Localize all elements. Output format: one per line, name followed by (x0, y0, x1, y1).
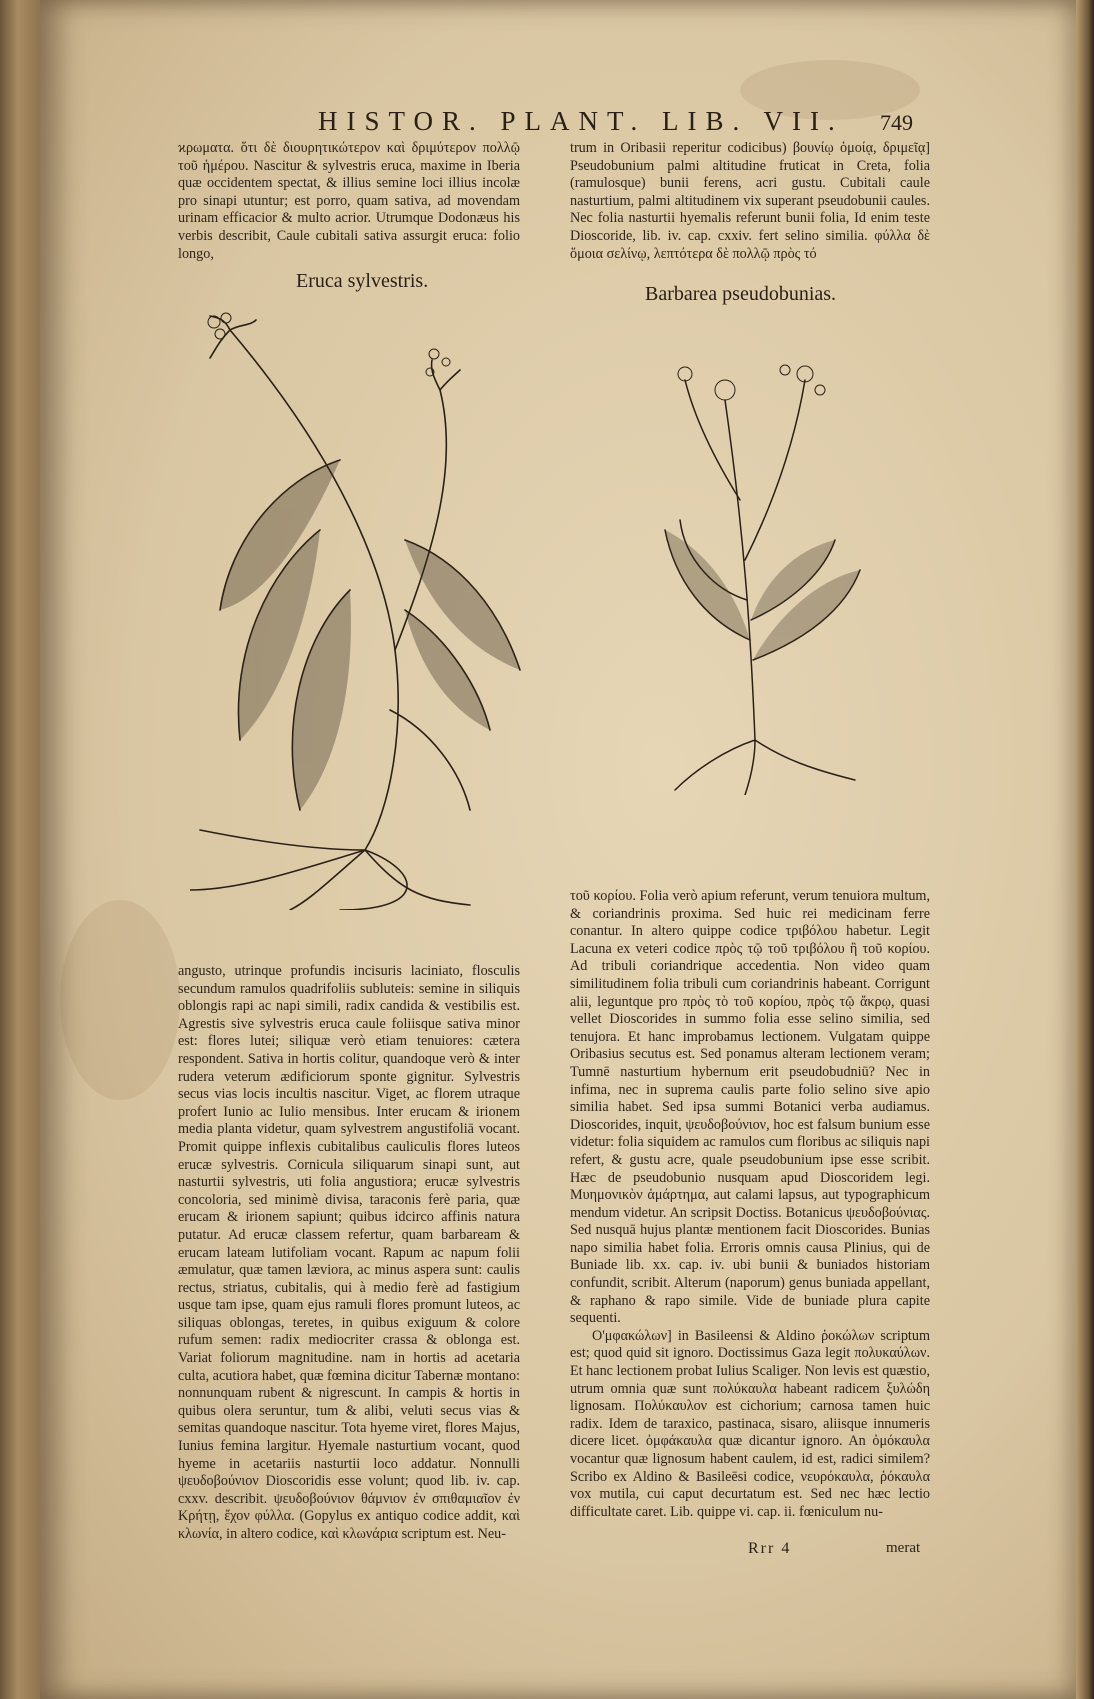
figure-caption-eruca: Eruca sylvestris. (296, 270, 429, 292)
paragraph: angusto, utrinque profundis incisuris laciniato, flosculis secundum ramulos quadrifoliis subluteis: semine in siliquis oblongis rapi ac napi simili, radix candida & vestibilis est. Agrestis sive sylvestris eruca caule foliisque sativa minor est: flores lutei; siliquæ verò etiam tenuiores: cætera respondent. Sativa in hortis colitur, quandoque verò & inter rudera veterum ædificiorum sponte gignitur. Sylvestris secus vias locis incultis nascitur. Viget, ac florem utraque profert Iunio ac Iulio mensibus. Inter erucam & irionem media planta videtur, quam sylvestrem angustifoliā vocant. Promit quippe inflexis cubitalibus cauliculis flores luteos erucæ sylvestris. Cornicula siliquarum sinapi sunt, aut nasturtii sylvestris, uti folia angustiora; erucæ sylvestris concoloria, sed minimè divisa, taraconis ferè paria, quæ erucam & irionem sapiunt; quibus idcirco affinis natura putatur. Ad erucæ classem refertur, quam barbaream & erucam lateam lutifoliam vocant. Rapum ac napum folii æmulatur, quæ tamen læviora, ac minus aspera sunt: caulis rectus, striatus, cubitalis, qui à medio ferè ad fastigium usque tam ipse, quam ejus ramuli flores promunt luteos, ac siliquas oblongas, teretes, in quibus exiguum & colore rufum semen: radix mediocriter crassa & oblonga est. Variat foliorum magnitudine. nam in hortis ad acetaria culta, acutiora habet, quæ fœmina dicitur Tabernæ montano: nonnunquam rubent & nigrescunt. In campis & hortis in quibus olera seruntur, tum & alibi, veluti secus vias & semitas quandoque nascitur. Tota hyeme viret, flores Majus, Iunius femina largitur. Hyemale nasturtium vocant, quod hyeme in acetariis nasturtii loco addatur. Nonnulli ψευδοβούνιον Dioscoridis esse volunt; quod lib. iv. cap. cxxv. describit. ψευδοβούνιον θάμνιον ἐν σπιθαμιαῖον ἐν Κρήτῃ, ἔχον φύλλα. (Gopylus ex antiquo codice addit, καὶ κλωνία, in altero codice, καὶ κλωνάρια scriptum est. Neu- (178, 963, 520, 1542)
running-title: HISTOR. PLANT. LIB. VII. (318, 106, 844, 136)
left-column-top (178, 140, 520, 263)
right-column-bottom (570, 888, 930, 1521)
figure-caption-barbarea: Barbarea pseudobunias. (645, 283, 837, 305)
page-edge-right (1076, 0, 1094, 1699)
paper-stain (60, 900, 180, 1100)
paragraph: ϰρωματα. ὅτι δὲ διουρητικώτερον καὶ δριμύτερον πολλῷ τοῦ ἡμέρου. Nascitur & sylvestris eruca, maxime in Iberia quæ occidentem spectat, & illius semine loci illius incolæ pro sinapi utuntur; est porro, quam sativa, ad movendam urinam efficacior & multo acrior. Utrumque Dodonæus his verbis describit, Caule cubitali sativa assurgit eruca: folio longo, (178, 140, 520, 262)
page-number: 749 (880, 110, 913, 135)
paragraph: trum in Oribasii reperitur codicibus) βουνίῳ ὁμοίᾳ, δριμεῖᾳ] Pseudobunium palmi altitudine fruticat in Creta, folia (ramulosque) bunii ferens, acri gustu. Cubitali caule nasturtium, palmi altitudinem vix superant pseudobunii caules. Nec folia nasturtii hyemalis referunt bunii folia, Id enim teste Dioscoride, lib. iv. cap. cxxiv. fert selino similia. φύλλα δὲ ὅμοια σελίνῳ, λεπτότερα δὲ πολλῷ πρὸς τό (570, 140, 930, 262)
previous-page-edge (0, 0, 44, 1699)
eruca-woodcut-illustration (190, 310, 550, 910)
paragraph: τοῦ κορίου. Folia verò apium referunt, verum tenuiora multum, & coriandrinis proxima. Sed huic rei medicinam ferre conantur. In altero quippe codice τριβόλου habetur. Legit Lacuna ex veteri codice πρὸς τῷ τοῦ τριβόλου ἢ τοῦ κορίου. Ad tribuli coriandrique accedentia. Non video quam similitudinem folia tribuli cum coriandrinis habeant. Corrigunt alii, leguntque pro πρὸς τὸ τοῦ κορίου, πρὸς τῷ ἄκρῳ, quasi vellet Dioscorides in summo folia esse selino similia, sed tenujora. Et hanc improbamus lectionem. Vulgatam quippe Oribasius secutus est. Sed ponamus alteram lectionem veram; Tumnē nasturtium hybernum erit pseudobudniū? Nec in infima, nec in suprema caulis parte folio selino sive apio similia habet. Sed ipsa summi Botanici verba audiamus. Dioscorides, inquit, ψευδοβούνιον, hoc est falsum bunium esse videtur: folia siquidem ac ramulos cum floribus ac siliquis napi refert, & gustu acre, quale pseudobunium ipse esse scribit. Hæc de pseudobunio nusquam apud Dioscoridem legi. Μυημονικὸν ἁμάρτημα, aut calami lapsus, aut typographicum mendum videtur. An scripsit Doctiss. Botanicus ψευδοβούνιας. Sed nusquā hujus plantæ mentionem facit Dioscorides. Bunias napo similia habet folia. Erroris omnis causa Plinius, qui de Buniade lib. xx. cap. iv. ubi bunii & buniados historiam confundit, scribit. Alterum (naporum) genus buniada appellant, & raphano & rapo simile. Vide de buniade plura capite sequenti. (570, 888, 930, 1327)
paragraph: Ο'μφακώλων] in Basileensi & Aldino ῥοκώλων scriptum est; quod quid sit ignoro. Doctissimus Gaza legit πολυκαύλων. Et hanc lectionem probat Iulius Scaliger. Non levis est quæstio, utrum omnia quæ sunt πολύκαυλα habeant radicem ξυλώδη lignosam. Πολύκαυλον est cichorium; carnosa tamen huic radix. Idem de taraxico, pastinaca, sisaro, aliisque innumeris dicere licet. ὀμφάκαυλα quæ dicantur ignoro. An ὀμόκαυλα vocantur quæ lignosum habent caulem, id est, radici similem? Scribo ex Aldino & Basileēsi codice, νευρόκαυλα, ῥόκαυλα vox mutila, cui caput decurtatum est. Sed nec hæc lectio difficultate caret. Lib. quippe vi. cap. ii. fœniculum nu- (570, 1327, 930, 1520)
left-column-bottom (178, 963, 520, 1544)
right-column-top (570, 140, 930, 263)
catchword: merat (886, 1540, 921, 1556)
signature-mark: Rrr 4 (748, 1540, 792, 1557)
barbarea-woodcut-illustration (655, 340, 870, 795)
